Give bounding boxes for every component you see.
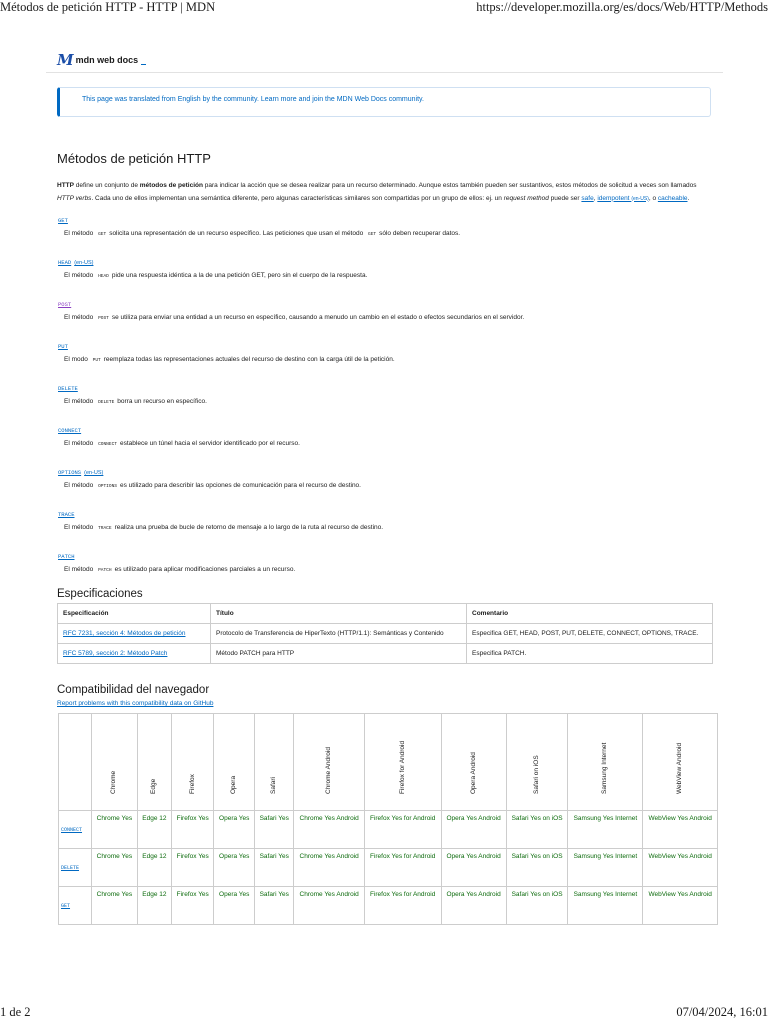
desc-text: El método	[64, 566, 96, 573]
print-page-title: Métodos de petición HTTP - HTTP | MDN	[0, 0, 216, 14]
desc-code: DELETE	[98, 400, 115, 405]
spec-col-header: Especificación	[58, 604, 211, 624]
method-name: POST	[58, 301, 72, 308]
support-cell[interactable]: Safari Yes on iOS	[506, 887, 568, 925]
print-header	[0, 0, 768, 20]
compat-corner	[59, 714, 92, 811]
desc-text: El método	[64, 314, 96, 321]
print-footer	[0, 1004, 768, 1024]
intro-text: , o	[648, 194, 658, 202]
spec-title-cell: Método PATCH para HTTP	[211, 644, 467, 664]
browser-header	[137, 714, 171, 811]
method-name: DELETE	[58, 385, 78, 392]
feature-link-delete[interactable]: DELETE	[61, 865, 80, 871]
support-cell[interactable]: WebView Yes Android	[643, 811, 718, 849]
support-cell[interactable]: Opera Yes Android	[441, 811, 506, 849]
support-cell[interactable]: Firefox Yes	[172, 887, 214, 925]
page-title: Métodos de petición HTTP	[57, 151, 211, 166]
idempotent-link-text: idempotent	[597, 194, 630, 202]
desc-text: El método	[64, 230, 96, 237]
spec-comment-cell: Especifica PATCH.	[467, 644, 713, 664]
spec-cell	[58, 644, 211, 664]
method-item	[57, 469, 723, 511]
method-item	[57, 427, 723, 469]
feature-link-get[interactable]: GET	[61, 903, 71, 909]
support-cell[interactable]: Opera Yes	[214, 849, 255, 887]
support-cell[interactable]: Safari Yes	[255, 887, 294, 925]
support-cell[interactable]: Opera Yes	[214, 811, 255, 849]
method-link-trace[interactable]	[58, 511, 75, 518]
method-description	[64, 524, 383, 531]
intro-paragraph	[57, 180, 707, 205]
browser-name: Safari on iOS	[533, 755, 541, 794]
method-name: PUT	[58, 343, 68, 350]
browser-header	[294, 714, 364, 811]
browser-name: Samsung Internet	[601, 742, 609, 794]
method-description	[64, 482, 361, 489]
idempotent-link[interactable]	[597, 195, 649, 202]
translation-notice-link[interactable]: This page was translated from English by the community. Learn more and join the MDN Web Docs community.	[82, 96, 424, 103]
desc-code: GET	[98, 232, 107, 237]
intro-text: .	[687, 194, 690, 202]
method-item	[57, 259, 723, 301]
support-cell[interactable]: Firefox Yes	[172, 849, 214, 887]
browser-header	[214, 714, 255, 811]
intro-http: HTTP	[57, 182, 74, 189]
feature-cell	[59, 811, 92, 849]
browser-name: Opera	[230, 775, 238, 794]
desc-text: El método	[64, 524, 96, 531]
method-lang-tag: (en-US)	[84, 470, 104, 476]
support-cell[interactable]: Edge 12	[137, 811, 171, 849]
cacheable-link[interactable]: cacheable	[657, 194, 688, 202]
mdn-logo-link[interactable]	[57, 51, 146, 69]
method-link-head[interactable]	[58, 259, 93, 266]
idempotent-link-tag: (en-US)	[631, 195, 649, 202]
method-link-options[interactable]	[58, 469, 103, 476]
method-list	[57, 217, 723, 595]
compat-header-row	[59, 714, 718, 811]
support-cell[interactable]: Chrome Yes Android	[294, 849, 364, 887]
desc-code: HEAD	[98, 274, 109, 279]
method-name: PATCH	[58, 553, 75, 560]
page-number: 1 de 2	[0, 1005, 31, 1019]
method-link-connect[interactable]	[58, 427, 81, 434]
support-cell[interactable]: Safari Yes on iOS	[506, 849, 568, 887]
support-cell[interactable]: Firefox Yes for Android	[364, 887, 441, 925]
desc-text: borra un recurso en específico.	[117, 398, 207, 405]
browser-header	[441, 714, 506, 811]
intro-italic: HTTP verbs	[57, 194, 92, 202]
method-name: HEAD	[58, 259, 72, 266]
browser-header	[255, 714, 294, 811]
method-item	[57, 553, 723, 595]
compat-table	[58, 713, 718, 925]
spec-table	[57, 603, 713, 664]
feature-cell	[59, 849, 92, 887]
support-cell[interactable]: Firefox Yes for Android	[364, 811, 441, 849]
desc-code: OPTIONS	[98, 484, 117, 489]
desc-text: solicita una representación de un recurso específico. Las peticiones que usan el método	[109, 230, 366, 237]
desc-text: pide una respuesta idéntica a la de una petición GET, pero sin el cuerpo de la respuesta.	[111, 272, 368, 279]
mdn-logo-icon: M	[57, 51, 73, 69]
desc-code: GET	[368, 232, 377, 237]
desc-text: es utilizado para aplicar modificaciones parciales a un recurso.	[114, 566, 296, 573]
intro-text: ,	[593, 194, 598, 202]
support-cell[interactable]: WebView Yes Android	[643, 849, 718, 887]
desc-text: El método	[64, 482, 96, 489]
translation-notice	[57, 87, 711, 117]
method-name: CONNECT	[58, 427, 82, 434]
desc-code: CONNECT	[98, 442, 117, 447]
method-item	[57, 301, 723, 343]
method-link-put[interactable]	[58, 343, 68, 350]
support-cell[interactable]: Opera Yes Android	[441, 887, 506, 925]
method-description	[64, 398, 207, 405]
page-content	[46, 40, 723, 925]
table-row	[58, 644, 713, 664]
table-row	[58, 624, 713, 644]
browser-header	[364, 714, 441, 811]
spec-cell	[58, 624, 211, 644]
intro-bold: métodos de petición	[139, 182, 203, 189]
method-lang-tag: (en-US)	[74, 260, 94, 266]
desc-text: es utilizado para describir las opciones de comunicación para el recurso de destino.	[119, 482, 361, 489]
method-item	[57, 385, 723, 427]
desc-text: se utiliza para enviar una entidad a un recurso en específico, causando a menudo un cambio en el estado o efectos secundarios en el servidor.	[111, 314, 525, 321]
method-link-patch[interactable]	[58, 553, 75, 560]
desc-text: El método	[64, 398, 96, 405]
desc-text: reemplaza todas las representaciones actuales del recurso de destino con la carga útil de la petición.	[103, 356, 395, 363]
spec-link-rfc7231[interactable]: RFC 7231, sección 4: Métodos de petición	[63, 630, 186, 637]
method-item	[57, 217, 723, 259]
desc-text: El método	[64, 272, 96, 279]
table-row	[59, 811, 718, 849]
desc-text: sólo deben recuperar datos.	[379, 230, 461, 237]
print-page-url: https://developer.mozilla.org/es/docs/Web/HTTP/Methods	[476, 0, 768, 14]
method-item	[57, 511, 723, 553]
browser-name: Edge	[150, 778, 158, 794]
spec-header-row	[58, 604, 713, 624]
support-cell[interactable]: Chrome Yes Android	[294, 887, 364, 925]
support-cell[interactable]: Chrome Yes Android	[294, 811, 364, 849]
spec-title-cell: Protocolo de Transferencia de HiperTexto (HTTP/1.1): Semánticas y Contenido	[211, 624, 467, 644]
support-cell[interactable]: Chrome Yes	[92, 849, 138, 887]
browser-header	[568, 714, 643, 811]
compat-heading: Compatibilidad del navegador	[57, 684, 210, 696]
print-datetime: 07/04/2024, 16:01	[676, 1005, 768, 1019]
spec-comment-cell: Especifica GET, HEAD, POST, PUT, DELETE, CONNECT, OPTIONS, TRACE.	[467, 624, 713, 644]
spec-link-rfc5789[interactable]: RFC 5789, sección 2: Método Patch	[63, 650, 168, 657]
desc-text: El modo	[64, 356, 90, 363]
feature-cell	[59, 887, 92, 925]
support-cell[interactable]: WebView Yes Android	[643, 887, 718, 925]
method-description	[64, 230, 460, 237]
method-description	[64, 440, 300, 447]
method-item	[57, 343, 723, 385]
support-cell[interactable]: Safari Yes	[255, 811, 294, 849]
method-name: TRACE	[58, 511, 75, 518]
feature-link-connect[interactable]: CONNECT	[61, 827, 83, 833]
table-row	[59, 887, 718, 925]
table-row	[59, 849, 718, 887]
logo-underline	[141, 64, 146, 65]
desc-code: PUT	[92, 358, 101, 363]
intro-text: . Cada uno de ellos implementan una semántica diferente, pero algunas características similares son compartidas por un grupo de ellos: ej. un	[91, 194, 504, 202]
report-problems-link[interactable]: Report problems with this compatibility data on GitHub	[57, 700, 214, 707]
support-cell[interactable]: Safari Yes	[255, 849, 294, 887]
support-cell[interactable]: Edge 12	[137, 849, 171, 887]
support-cell[interactable]: Safari Yes on iOS	[506, 811, 568, 849]
browser-header	[92, 714, 138, 811]
support-cell[interactable]: Edge 12	[137, 887, 171, 925]
method-description	[64, 566, 295, 573]
browser-name: WebView Android	[676, 742, 684, 794]
safe-link[interactable]: safe	[581, 194, 594, 202]
browser-name: Firefox	[188, 774, 196, 794]
support-cell[interactable]: Samsung Yes Internet	[568, 849, 643, 887]
browser-header	[172, 714, 214, 811]
site-header	[46, 40, 723, 73]
support-cell[interactable]: Opera Yes Android	[441, 849, 506, 887]
intro-text: define un conjunto de	[73, 182, 140, 189]
support-cell[interactable]: Firefox Yes	[172, 811, 214, 849]
spec-heading: Especificaciones	[57, 588, 143, 600]
spec-col-header: Comentario	[467, 604, 713, 624]
browser-name: Chrome Android	[325, 747, 333, 794]
support-cell[interactable]: Firefox Yes for Android	[364, 849, 441, 887]
support-cell[interactable]: Samsung Yes Internet	[568, 887, 643, 925]
browser-name: Safari	[270, 777, 278, 794]
method-description	[64, 314, 524, 321]
browser-name: Opera Android	[469, 752, 477, 794]
mdn-logo-text: mdn web docs	[75, 55, 139, 65]
browser-name: Firefox for Android	[398, 740, 406, 794]
desc-text: establece un túnel hacia el servidor identificado por el recurso.	[119, 440, 300, 447]
support-cell[interactable]: Samsung Yes Internet	[568, 811, 643, 849]
browser-header	[643, 714, 718, 811]
method-link-post[interactable]	[58, 301, 71, 308]
support-cell[interactable]: Chrome Yes	[92, 811, 138, 849]
intro-text: para indicar la acción que se desea realizar para un recurso determinado. Aunque estos también pueden ser sustantivos, estos métodos de solicitud a veces son llamados	[202, 182, 697, 189]
support-cell[interactable]: Opera Yes	[214, 887, 255, 925]
method-name: OPTIONS	[58, 469, 82, 476]
browser-header	[506, 714, 568, 811]
method-description	[64, 356, 395, 363]
desc-text: realiza una prueba de bucle de retorno de mensaje a lo largo de la ruta al recurso de destino.	[114, 524, 384, 531]
desc-code: POST	[98, 316, 109, 321]
intro-italic: request method	[503, 194, 549, 202]
browser-name: Chrome	[110, 770, 118, 794]
support-cell[interactable]: Chrome Yes	[92, 887, 138, 925]
method-link-delete[interactable]	[58, 385, 78, 392]
spec-col-header: Título	[211, 604, 467, 624]
desc-code: TRACE	[98, 526, 112, 531]
intro-text: puede ser	[548, 194, 582, 202]
method-name: GET	[58, 217, 68, 224]
method-link-get[interactable]	[58, 217, 68, 224]
desc-code: PATCH	[98, 568, 112, 573]
method-description	[64, 272, 367, 279]
desc-text: El método	[64, 440, 96, 447]
